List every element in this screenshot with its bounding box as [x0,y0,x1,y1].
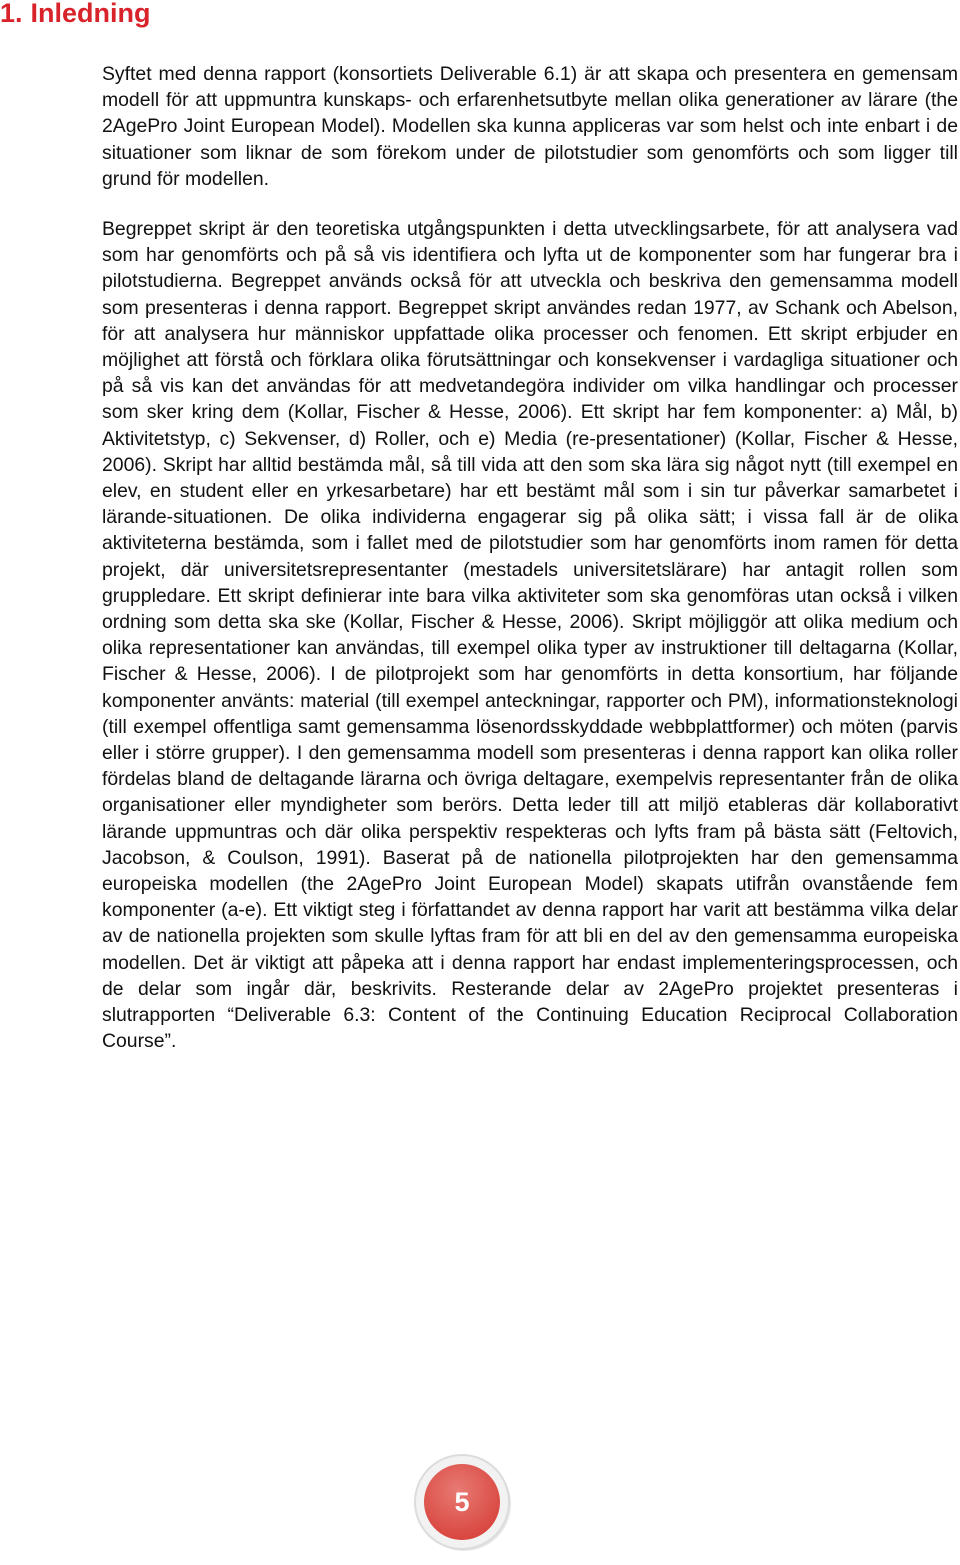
paragraph-script-concept: Begreppet skript är den teoretiska utgångspunkten i detta utvecklingsarbete, för att analysera vad som har genomförts och på så vis identifiera och lyfta ut de komponenter som har fungerar bra i pilotstudierna. Begreppet används också för att utveckla och beskriva den gemensamma modell som presenteras i denna rapport. Begreppet skript användes redan 1977, av Schank och Abelson, för att analysera hur människor uppfattade olika processer och fenomen. Ett skript erbjuder en möjlighet att förstå och förklara olika förutsättningar och konsekvenser i vardagliga situationer och på så vis kan det användas för att medvetandegöra individer om vilka handlingar och processer som sker kring dem (Kollar, Fischer & Hesse, 2006). Ett skript har fem komponenter: a) Mål, b) Aktivitetstyp, c) Sekvenser, d) Roller, och e) Media (re-presentationer) (Kollar, Fischer & Hesse, 2006). Skript har alltid bestämda mål, så till vida att den som ska lära sig något nytt (till exempel en elev, en student eller en yrkesarbetare) har ett bestämt mål som i sin tur påverkar samarbetet i lärande-situationen. De olika individerna engagerar sig på olika sätt; i vissa fall är de olika aktiviteterna bestämda, som i fallet med de pilotstudier som har genomförts inom ramen för detta projekt, där universitetsrepresentanter (mestadels universitetslärare) har antagit rollen som gruppledare. Ett skript definierar inte bara vilka aktiviteter som ska genomföras utan också i vilken ordning som detta ska ske (Kollar, Fischer & Hesse, 2006). Skript möjliggör att olika medium och olika representationer kan användas, till exempel olika typer av instruktioner till deltagarna (Kollar, Fischer & Hesse, 2006). I de pilotprojekt som har genomförts in detta konsortium, har följande komponenter använts: material (till exempel anteckningar, rapporter och PM), informationsteknologi (till exempel offentliga samt gemensamma lösenordsskyddade webbplattformer) och möten (parvis eller i större grupper). I den gemensamma modell som presenteras i denna rapport kan olika roller fördelas bland de deltagande lärarna och övriga deltagare, exempelvis representanter från de olika organisationer eller myndigheter som berörs. Detta leder till att miljö etableras där kollaborativt lärande uppmuntras och där olika perspektiv respekteras och lyfts fram på bästa sätt (Feltovich, Jacobson, & Coulson, 1991). Baserat på de nationella pilotprojekten har den gemensamma europeiska modellen (the 2AgePro Joint European Model) skapats utifrån ovanstående fem komponenter (a-e). Ett viktigt steg i författandet av denna rapport har varit att bestämma vilka delar av de nationella projekten som skulle lyftas fram för att bli en del av den gemensamma europeiska modellen. Det är viktigt att påpeka att i denna rapport har endast implementeringsprocessen, och de delar som ingår där, beskrivits. Resterande delar av 2AgePro projektet presenteras i slutrapporten “Deliverable 6.3: Content of the Continuing Education Reciprocal Collaboration Course”. [102,218,958,1053]
paragraph-purpose: Syftet med denna rapport (konsortiets Deliverable 6.1) är att skapa och presentera en gemensam modell för att uppmuntra kunskaps- och erfarenhetsutbyte mellan olika generationer av lärare (the 2AgePro Joint European Model). Modellen ska kunna appliceras var som helst och inte enbart i de situationer som liknar de som förekom under de pilotstudier som genomförts och som ligger till grund för modellen. [102,63,958,190]
section-heading [0,0,151,29]
page-number-badge [412,1452,514,1554]
section-title: Inledning [30,0,151,28]
page-number: 5 [454,1487,470,1517]
section-number: 1. [0,0,23,28]
